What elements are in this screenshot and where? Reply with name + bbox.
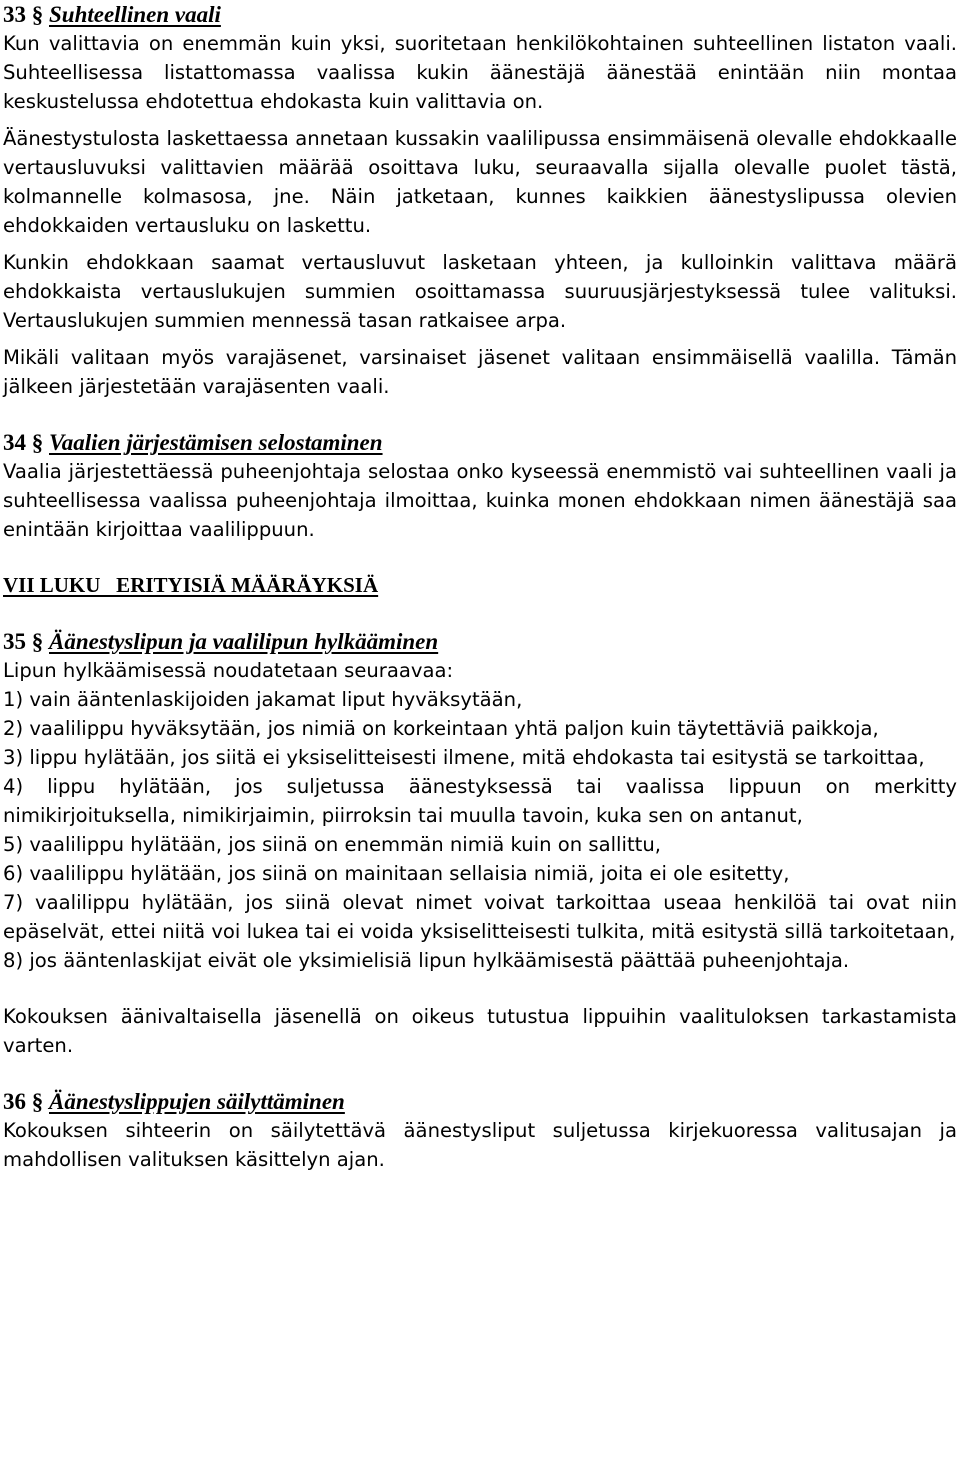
- section-symbol: §: [31, 629, 44, 654]
- section-36-heading: [3, 1087, 957, 1116]
- document-page: [3, 0, 957, 1174]
- section-number: 33: [3, 2, 26, 27]
- section-35-paragraph-after: Kokouksen äänivaltaisella jäsenellä on oikeus tutustua lippuihin vaalituloksen tarkastamista varten.: [3, 1005, 957, 1057]
- section-symbol: §: [31, 430, 44, 455]
- section-33-paragraph-2: Äänestystulosta laskettaessa annetaan kussakin vaalilipussa ensimmäisenä olevalle ehdokkaalle vertausluvuksi valittavien määrää osoittava luku, seuraavalla sijalla olevalle puolet tästä, kolmannelle kolmasosa, jne. Näin jatketaan, kunnes kaikkien äänestyslipussa olevien ehdokkaiden vertausluku on laskettu.: [3, 127, 957, 237]
- section-title: Äänestyslipun ja vaalilipun hylkääminen: [49, 629, 439, 654]
- section-35-intro: Lipun hylkäämisessä noudatetaan seuraavaa:: [3, 659, 454, 682]
- section-title: Suhteellinen vaali: [49, 2, 221, 27]
- section-symbol: §: [31, 1089, 44, 1114]
- list-item: 8) jos ääntenlaskijat eivät ole yksimielisiä lipun hylkäämisestä päättää puheenjohtaja.: [3, 949, 850, 972]
- section-34-paragraph-1: Vaalia järjestettäessä puheenjohtaja selostaa onko kyseessä enemmistö vai suhteellinen vaali ja suhteellisessa vaalissa puheenjohtaja ilmoittaa, kuinka monen ehdokkaan nimen äänestäjä saa enintään kirjoittaa vaalilippuun.: [3, 460, 957, 541]
- chapter-heading: VII LUKU ERITYISIÄ MÄÄRÄYKSIÄ: [3, 573, 379, 597]
- section-36-paragraph-1: Kokouksen sihteerin on säilytettävä äänestysliput suljetussa kirjekuoressa valitusajan ja mahdollisen valituksen käsittelyn ajan.: [3, 1119, 957, 1171]
- rejection-rules-list: [3, 685, 957, 975]
- list-item: 7) vaalilippu hylätään, jos siinä olevat nimet voivat tarkoittaa useaa henkilöä tai ovat niin epäselvät, ettei niitä voi lukea tai ei voida yksiselitteisesti tulkita, mitä esitystä sillä tarkoitetaan,: [3, 891, 957, 943]
- list-item: 1) vain ääntenlaskijoiden jakamat liput hyväksytään,: [3, 688, 523, 711]
- section-33-paragraph-1: Kun valittavia on enemmän kuin yksi, suoritetaan henkilökohtainen suhteellinen listaton vaali. Suhteellisessa listattomassa vaalissa kukin äänestäjä äänestää enintään niin montaa keskustelussa ehdotettua ehdokasta kuin valittavia on.: [3, 32, 957, 113]
- section-title: Äänestyslippujen säilyttäminen: [49, 1089, 345, 1114]
- section-33-heading: [3, 0, 957, 29]
- section-33-paragraph-4: Mikäli valitaan myös varajäsenet, varsinaiset jäsenet valitaan ensimmäisellä vaalilla. Tämän jälkeen järjestetään varajäsenten vaali.: [3, 346, 957, 398]
- section-title: Vaalien järjestämisen selostaminen: [49, 430, 383, 455]
- list-item: 3) lippu hylätään, jos siitä ei yksiselitteisesti ilmene, mitä ehdokasta tai esitystä se tarkoittaa,: [3, 746, 925, 769]
- list-item: 5) vaalilippu hylätään, jos siinä on enemmän nimiä kuin on sallittu,: [3, 833, 661, 856]
- section-35-heading: [3, 627, 957, 656]
- list-item: 6) vaalilippu hylätään, jos siinä on mainitaan sellaisia nimiä, joita ei ole esitetty,: [3, 862, 790, 885]
- section-symbol: §: [31, 2, 44, 27]
- list-item: 4) lippu hylätään, jos suljetussa äänestyksessä tai vaalissa lippuun on merkitty nimikirjoituksella, nimikirjaimin, piirroksin tai muulla tavoin, kuka sen on antanut,: [3, 775, 957, 827]
- section-number: 36: [3, 1089, 26, 1114]
- section-number: 35: [3, 629, 26, 654]
- section-number: 34: [3, 430, 26, 455]
- list-item: 2) vaalilippu hyväksytään, jos nimiä on korkeintaan yhtä paljon kuin täytettäviä paikkoja,: [3, 717, 879, 740]
- section-34-heading: [3, 428, 957, 457]
- section-33-paragraph-3: Kunkin ehdokkaan saamat vertausluvut lasketaan yhteen, ja kulloinkin valittava määrä ehdokkaista vertauslukujen summien osoittamassa suuruusjärjestyksessä tulee valituksi. Vertauslukujen summien mennessä tasan ratkaisee arpa.: [3, 251, 957, 332]
